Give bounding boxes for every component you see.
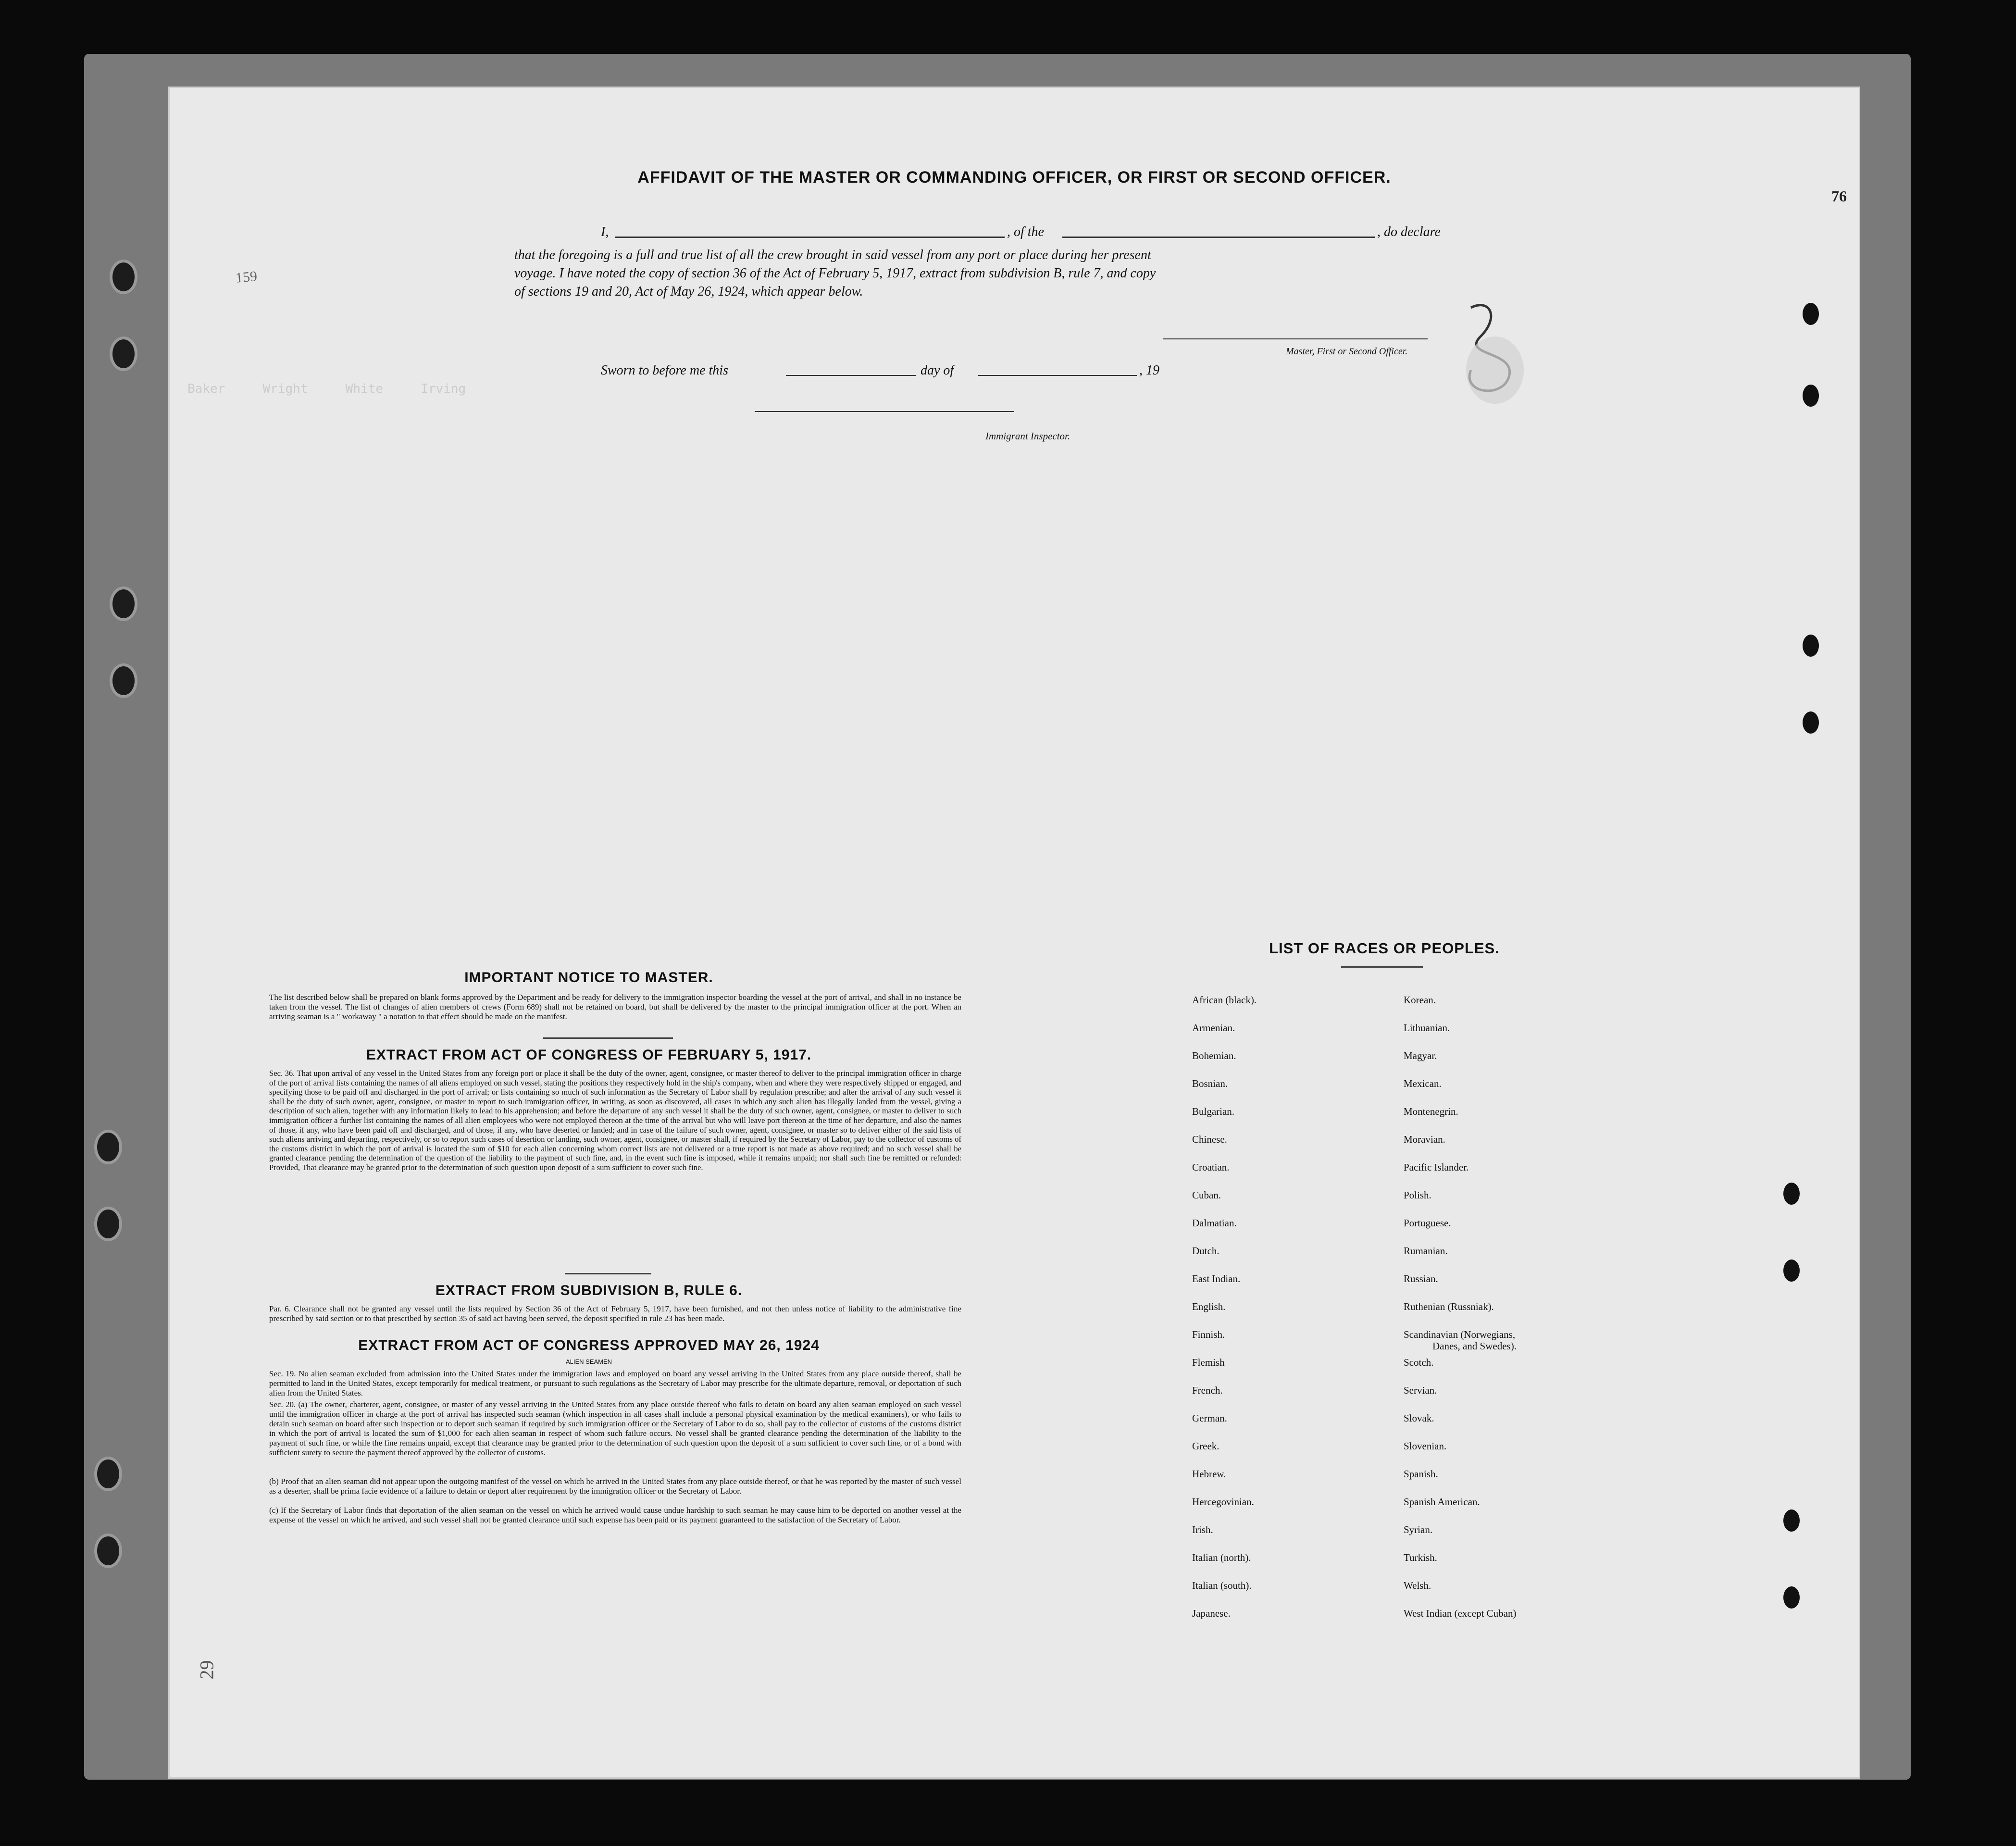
binder-hole xyxy=(1803,303,1819,325)
affidavit-of-the-label: , of the xyxy=(1007,225,1044,239)
race-item: Slovak. xyxy=(1404,1412,1434,1424)
race-item: Turkish. xyxy=(1404,1552,1437,1563)
race-item: Irish. xyxy=(1192,1524,1213,1535)
inspector-signature-field[interactable] xyxy=(755,411,1014,412)
section-divider xyxy=(543,1037,673,1039)
extract-1924-sec19: Sec. 19. No alien seaman excluded from admission into the United States under the immigration laws and employed on board any vessel arriving in the United States from any place outside thereof, shall be permitted to land in the United States, except temporarily for medical treatment, or pursuant to such regulations as the Secretary of Labor may prescribe for the ultimate departure, removal, or deportation of such alien from the United States. xyxy=(269,1369,961,1397)
year-label: , 19 xyxy=(1139,363,1159,378)
race-item: Ruthenian (Russniak). xyxy=(1404,1301,1494,1312)
bleed-through-text: Baker Wright White Irving xyxy=(187,382,466,396)
master-name-field[interactable] xyxy=(615,237,1005,238)
race-item: Korean. xyxy=(1404,994,1436,1006)
race-item: Bosnian. xyxy=(1192,1078,1228,1089)
binder-hole xyxy=(94,1534,122,1568)
race-item: Rumanian. xyxy=(1404,1245,1448,1257)
binder-hole xyxy=(1783,1183,1800,1205)
sworn-day-field[interactable] xyxy=(786,375,916,376)
binder-hole xyxy=(110,586,137,621)
vessel-name-field[interactable] xyxy=(1062,237,1375,238)
manifest-page xyxy=(168,87,1860,1779)
race-item: Chinese. xyxy=(1192,1134,1227,1145)
extract-1924-subtitle: ALIEN SEAMEN xyxy=(565,1358,612,1365)
extract-1917-text: Sec. 36. That upon arrival of any vessel in the United States from any foreign port or place it shall be the duty of the owner, agent, consignee, or master thereof to deliver to the principal immigration officer in charge of the port of arrival lists containing the names of all aliens employed on such vessel, stating the positions they respectively hold in the ship's company, when and where they were respectively shipped or engaged, and specifying those to be paid off and discharged in the port of arrival; or lists containing so much of such information as the Secretary of Labor shall by regulation prescribe; and after the arrival of any such vessel it shall be the duty of such owner, agent, consignee, or master to report to such immigration officer, in writing, as soon as discovered, all cases in which any such alien has illegally landed from the vessel, giving a description of such alien, together with any information likely to lead to his apprehension; and before the departure of any such vessel it shall be the duty of such owner, agent, consignee, or master to deliver to such immigration officer a further list containing the names of all alien employees who were not employed thereon at the time of the arrival but who will leave port thereon at the time of her departure, and also the names of those, if any, who have been paid off and discharged, and of those, if any, who have deserted or landed; and in case of the failure of such owner, agent, consignee, or master so to deliver either of the said lists of such aliens arriving and departing, respectively, or so to report such cases of desertion or landing, such owner, agent, consignee, or master shall, if required by the Secretary of Labor, pay to the collector of customs of the customs district in which the port of arrival is located the sum of $10 for each alien concerning whom correct lists are not delivered or a true report is not made as above required; and no such vessel shall be granted clearance pending the determination of the question of the liability to the payment of such fine, and, in the event such fine is imposed, while it remains unpaid; nor shall such fine be remitted or refunded: Provided, That clearance may be granted prior to the determination of such question upon deposit of a sum sufficient to cover such fine. xyxy=(269,1069,961,1172)
race-item: Scandinavian (Norwegians, xyxy=(1404,1329,1516,1340)
race-item: Montenegrin. xyxy=(1404,1106,1458,1117)
race-item: Japanese. xyxy=(1192,1608,1231,1619)
extract-1924-sec20c: (c) If the Secretary of Labor finds that deportation of the alien seaman on the vessel on which he arrived would cause undue hardship to such seaman he may cause him to be deported on another vessel at the expense of the vessel on which he arrived, and such vessel shall not be granted clearance until such expense has been paid or its payment guaranteed to the satisfaction of the Secretary of Labor. xyxy=(269,1506,961,1524)
race-item: Mexican. xyxy=(1404,1078,1442,1089)
inspector-label: Immigrant Inspector. xyxy=(985,430,1070,442)
race-item: Slovenian. xyxy=(1404,1440,1447,1452)
race-item: English. xyxy=(1192,1301,1226,1312)
extract-1917-title: EXTRACT FROM ACT OF CONGRESS OF FEBRUARY 5, 1917. xyxy=(366,1047,812,1063)
race-item: Dalmatian. xyxy=(1192,1217,1237,1229)
bottom-handwritten-mark: 29 xyxy=(196,1660,218,1680)
race-item: Bulgarian. xyxy=(1192,1106,1235,1117)
race-item: Scotch. xyxy=(1404,1357,1434,1368)
race-item: Cuban. xyxy=(1192,1189,1221,1201)
race-item: Moravian. xyxy=(1404,1134,1445,1145)
binder-hole xyxy=(110,260,137,294)
binder-hole xyxy=(1783,1509,1800,1532)
affidavit-i-label: I, xyxy=(601,225,609,239)
day-of-label: day of xyxy=(921,363,954,378)
race-item: Servian. xyxy=(1404,1384,1437,1396)
extract-rule6-text: Par. 6. Clearance shall not be granted any vessel until the lists required by Section 36 of the Act of February 5, 1917, have been furnished, and not then unless notice of liability to the administrative fine prescribed by said section or to that prescribed by section 35 of said act having been served, the deposit specified in rule 23 has been made. xyxy=(269,1304,961,1323)
notice-title: IMPORTANT NOTICE TO MASTER. xyxy=(464,970,713,985)
sworn-month-field[interactable] xyxy=(978,375,1137,376)
section-divider xyxy=(565,1273,651,1274)
race-item: Pacific Islander. xyxy=(1404,1161,1469,1173)
extract-1924-sec20b: (b) Proof that an alien seaman did not appear upon the outgoing manifest of the vessel on which he arrived in the United States from any place outside thereof, or that he was reported by the master of such vessel as a deserter, shall be prima facie evidence of a failure to detain or deport after requirement by the immigration officer or the Secretary of Labor. xyxy=(269,1477,961,1496)
race-item: Armenian. xyxy=(1192,1022,1235,1034)
affidavit-body-line1: that the foregoing is a full and true list of all the crew brought in said vessel from any port or place during her present xyxy=(514,248,1151,262)
race-item: Syrian. xyxy=(1404,1524,1433,1535)
notice-text: The list described below shall be prepared on blank forms approved by the Department and be ready for delivery to the immigration inspector boarding the vessel at the port of arrival, and shall in no instance be taken from the vessel. The list of changes of alien members of crews (Form 689) shall not be retained on board, but shall be delivered by the master to the principal immigration officer at the port. When an arriving seaman is a " workaway " a notation to that effect should be made on the manifest. xyxy=(269,993,961,1021)
race-item: Magyar. xyxy=(1404,1050,1437,1061)
race-item: Polish. xyxy=(1404,1189,1431,1201)
binder-hole xyxy=(94,1207,122,1241)
race-item: Greek. xyxy=(1192,1440,1220,1452)
margin-number: 159 xyxy=(235,268,258,286)
binder-hole xyxy=(1783,1260,1800,1282)
race-item: African (black). xyxy=(1192,994,1257,1006)
binder-hole xyxy=(1803,635,1819,657)
sworn-label: Sworn to before me this xyxy=(601,363,728,378)
race-item: Portuguese. xyxy=(1404,1217,1451,1229)
binder-hole xyxy=(94,1457,122,1491)
binder-hole xyxy=(1803,385,1819,407)
race-item: Hebrew. xyxy=(1192,1468,1226,1480)
race-item: German. xyxy=(1192,1412,1227,1424)
section-divider xyxy=(1341,966,1423,968)
race-item: Italian (south). xyxy=(1192,1580,1252,1591)
master-signature-label: Master, First or Second Officer. xyxy=(1286,346,1408,357)
race-item: Finnish. xyxy=(1192,1329,1225,1340)
master-signature-field[interactable] xyxy=(1163,338,1428,339)
race-item: Spanish American. xyxy=(1404,1496,1480,1508)
extract-rule6-title: EXTRACT FROM SUBDIVISION B, RULE 6. xyxy=(435,1283,743,1298)
race-item: East Indian. xyxy=(1192,1273,1241,1285)
race-item: Spanish. xyxy=(1404,1468,1438,1480)
race-item: West Indian (except Cuban) xyxy=(1404,1608,1517,1619)
race-item: Bohemian. xyxy=(1192,1050,1236,1061)
binder-hole xyxy=(110,337,137,371)
affidavit-declare-label: , do declare xyxy=(1377,225,1441,239)
affidavit-body-line2: voyage. I have noted the copy of section 36 of the Act of February 5, 1917, extract from subdivision B, rule 7, and copy xyxy=(514,266,1156,281)
binder-hole xyxy=(1803,711,1819,734)
race-item: Hercegovinian. xyxy=(1192,1496,1254,1508)
corner-number: 76 xyxy=(1831,187,1847,205)
race-item: French. xyxy=(1192,1384,1223,1396)
races-title: LIST OF RACES OR PEOPLES. xyxy=(1269,940,1500,957)
affidavit-body-line3: of sections 19 and 20, Act of May 26, 1924, which appear below. xyxy=(514,284,863,299)
race-item-continuation: Danes, and Swedes). xyxy=(1432,1340,1517,1352)
binder-hole xyxy=(110,663,137,698)
affidavit-title: AFFIDAVIT OF THE MASTER OR COMMANDING OFFICER, OR FIRST OR SECOND OFFICER. xyxy=(637,168,1391,187)
binder-hole xyxy=(1783,1586,1800,1609)
race-item: Welsh. xyxy=(1404,1580,1431,1591)
race-item: Lithuanian. xyxy=(1404,1022,1450,1034)
extract-1924-sec20a: Sec. 20. (a) The owner, charterer, agent, consignee, or master of any vessel arriving in the United States from any place outside thereof who fails to detain on board any alien seaman employed on such vessel until the immigration officer in charge at the port of arrival has inspected such seaman (which inspection in all cases shall include a personal physical examination by the medical examiners), or who fails to detain such seaman on board after such inspection or to deport such seaman if required by such immigration officer or the Secretary of Labor to do so, shall pay to the collector of customs of the customs district in which the port of arrival is located the sum of $1,000 for each alien seaman in respect of whom such failure occurs. No vessel shall be granted clearance pending the determination of the liability to the payment of such fine, or while the fine remains unpaid, except that clearance may be granted prior to the determination of such question upon the deposit of a sum sufficient to cover such fine, or of a bond with sufficient surety to secure the payment thereof approved by the collector of customs. xyxy=(269,1400,961,1457)
race-item: Russian. xyxy=(1404,1273,1438,1285)
race-item: Italian (north). xyxy=(1192,1552,1251,1563)
race-item: Croatian. xyxy=(1192,1161,1230,1173)
ink-scribble xyxy=(1442,298,1538,413)
binder-hole xyxy=(94,1130,122,1164)
race-item: Flemish xyxy=(1192,1357,1225,1368)
race-item: Dutch. xyxy=(1192,1245,1220,1257)
extract-1924-title: EXTRACT FROM ACT OF CONGRESS APPROVED MAY 26, 1924 xyxy=(358,1337,820,1353)
